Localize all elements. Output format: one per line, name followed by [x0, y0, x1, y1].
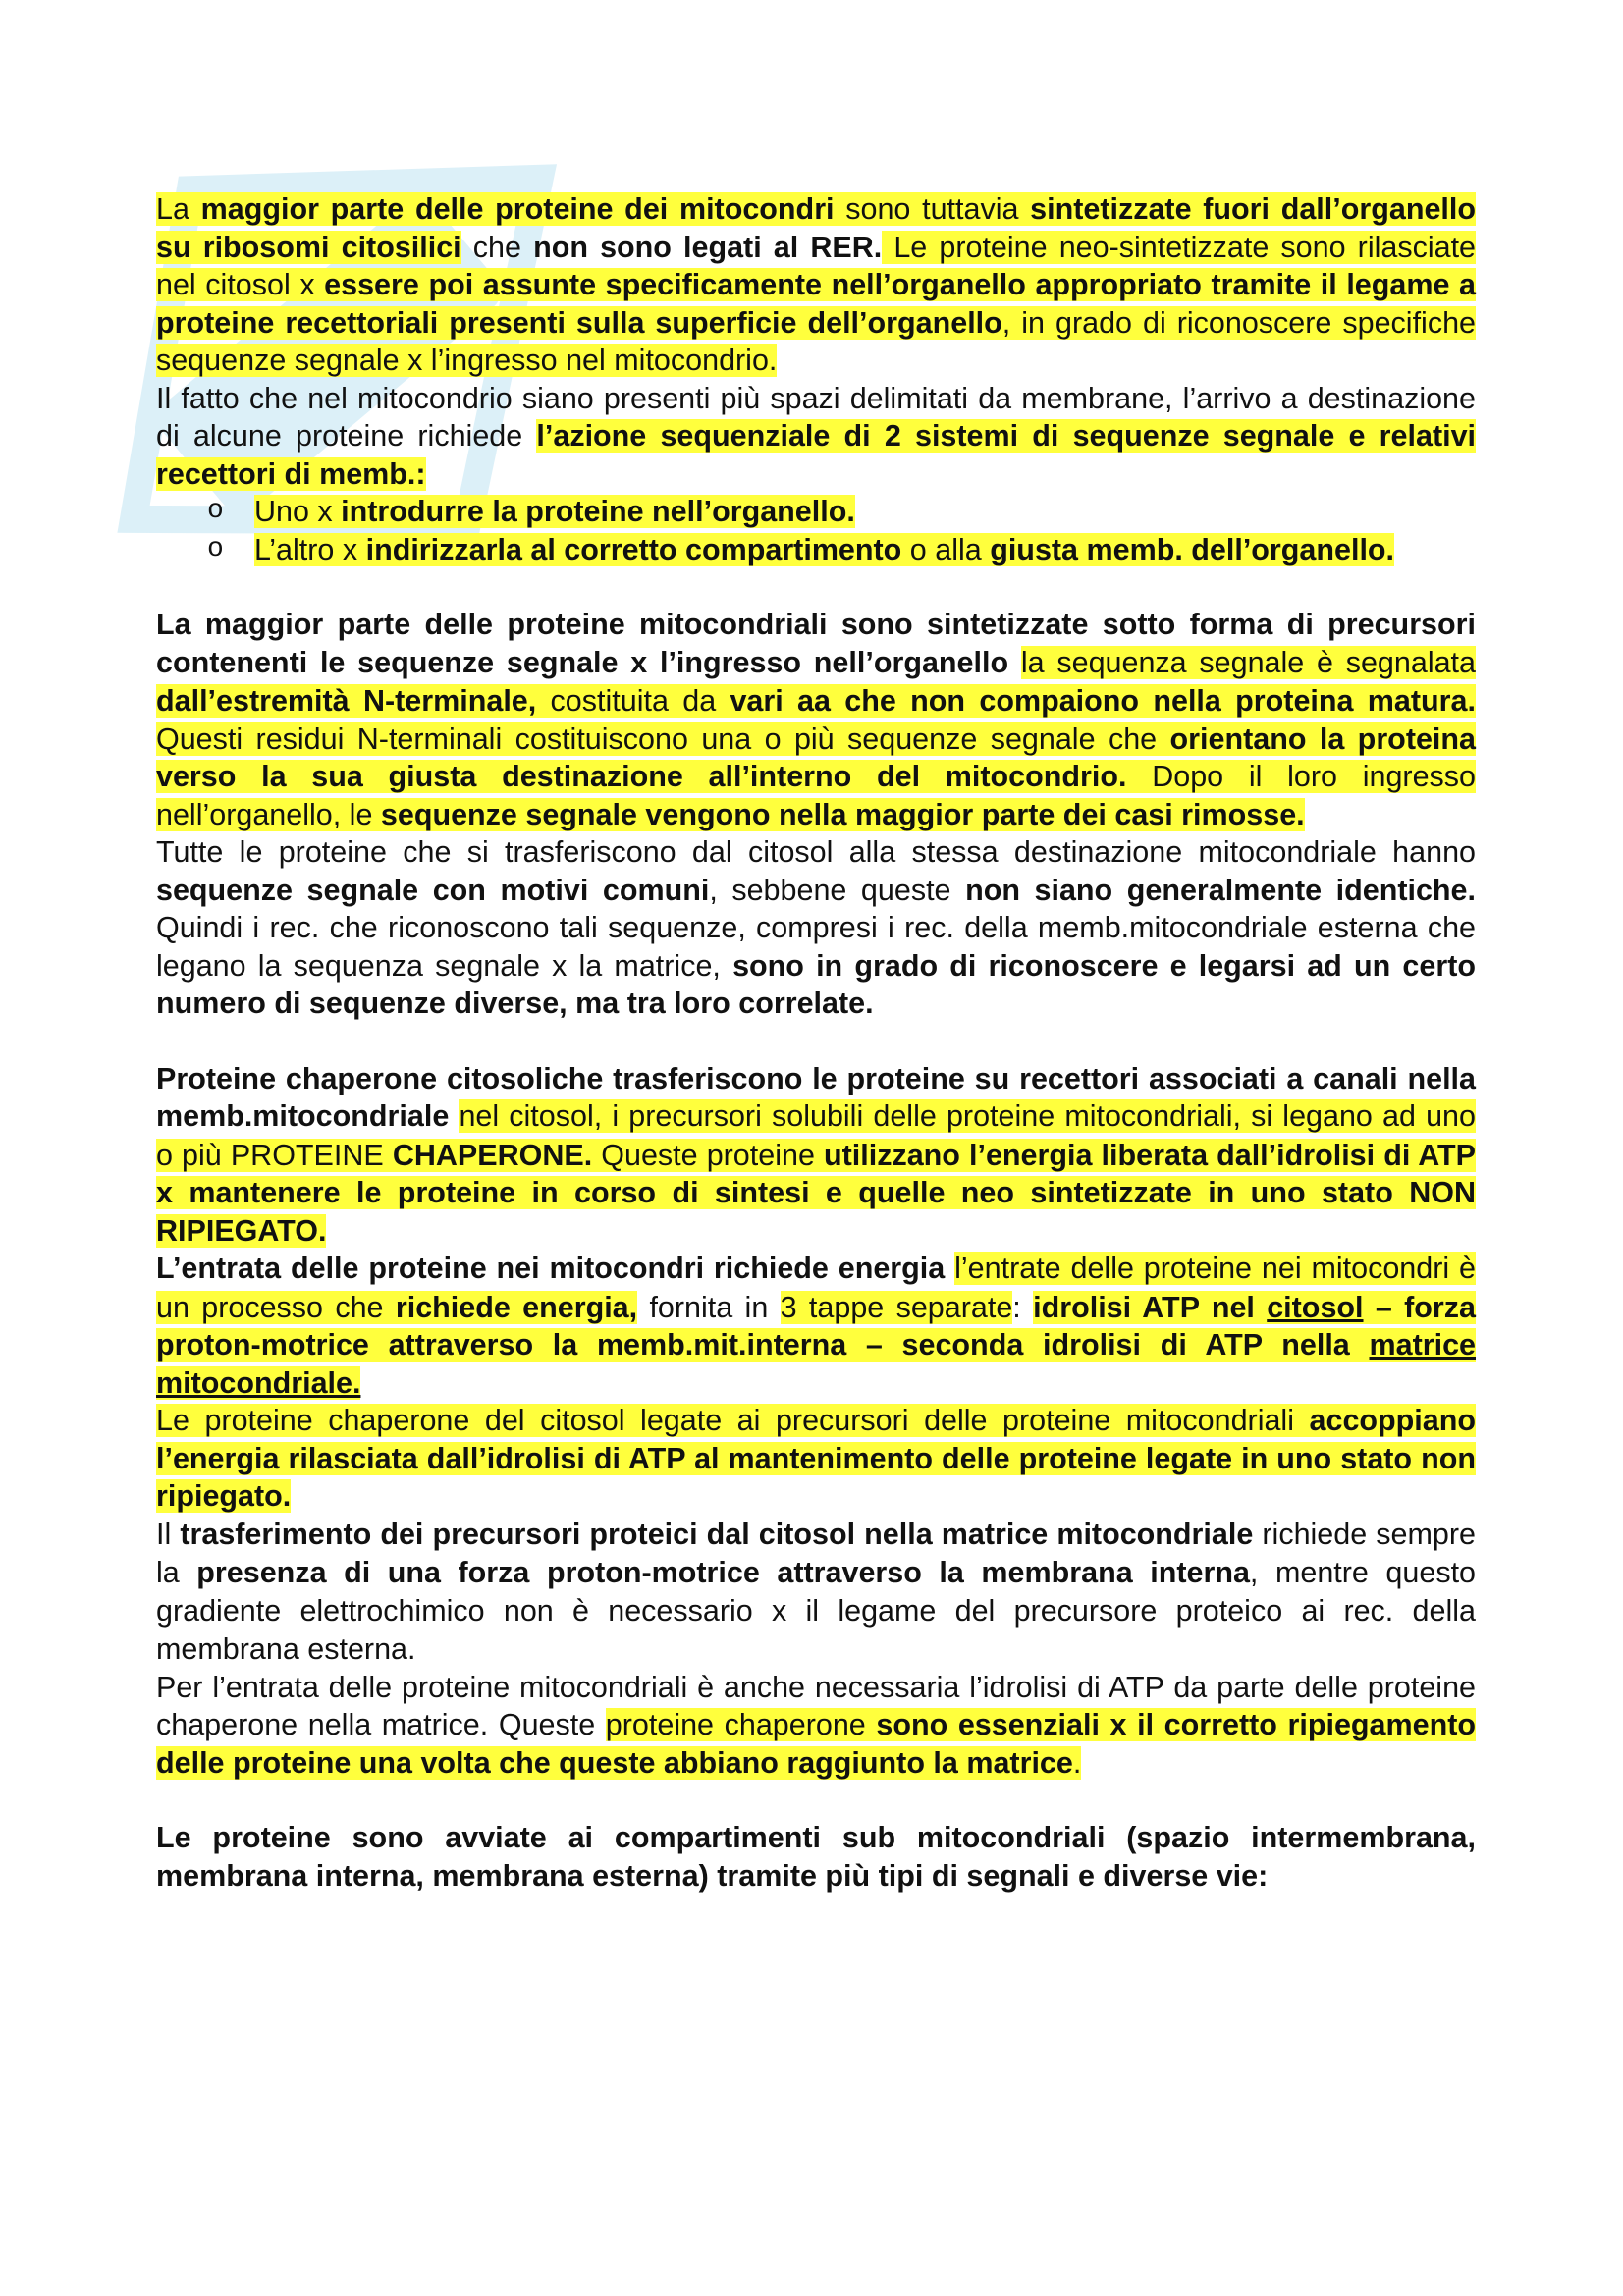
paragraph-membrane-spaces	[156, 380, 1476, 494]
text-run: CHAPERONE.	[392, 1138, 593, 1172]
text-run: richiede energia,	[395, 1290, 638, 1324]
text-run: Quindi i rec. che riconoscono tali sequenze, compresi i rec. della memb.mitocondriale esterna che legano la sequenza segnale x la matrice,	[156, 911, 1476, 983]
document-page	[156, 190, 1476, 1895]
text-run: l’azione sequenziale di 2 sistemi di sequenze segnale e relativi recettori di memb.:	[156, 419, 1477, 491]
paragraph-protein-synthesis	[156, 190, 1476, 380]
text-run: nel citosol, i precursori solubili delle proteine mitocondriali, si legano ad uno o più PROTEINE	[156, 1099, 1476, 1172]
text-run: Il	[156, 1517, 181, 1551]
text-run: maggior parte delle proteine dei mitocondri	[200, 192, 835, 226]
text-run: citosol	[1267, 1290, 1364, 1324]
text-run: Queste proteine	[592, 1138, 824, 1172]
text-run: ai rec. della membrana esterna.	[156, 1593, 1476, 1666]
text-run: Le proteine neo-sintetizzate sono rilasciate nel citosol x	[156, 230, 1477, 301]
paragraph-sub-compartments	[156, 1819, 1476, 1895]
text-run: Le proteine sono avviate ai compartimenti sub mitocondriali (spazio intermembrana, membrana interna, membrana esterna) tramite più tipi di segnali e diverse vie:	[156, 1821, 1476, 1893]
text-run: giusta memb. dell’organello.	[990, 532, 1395, 566]
text-run: sequenze segnale vengono nella maggior parte dei casi rimosse.	[380, 797, 1305, 831]
paragraph-transfer	[156, 1516, 1476, 1669]
paragraph-energy	[156, 1250, 1476, 1402]
text-run: 3 tappe separate	[780, 1290, 1013, 1324]
text-run: Dopo il loro ingresso nell’organello, le	[156, 760, 1476, 831]
text-run: .	[1072, 1745, 1082, 1780]
text-run: la sequenza segnale è segnalata	[1020, 645, 1476, 679]
text-run: , mentre questo gradiente elettrochimico non è necessario x il legame del precursore proteico	[156, 1556, 1477, 1628]
text-run: idrolisi ATP nel	[1033, 1290, 1268, 1324]
text-run: sono tuttavia	[834, 192, 1031, 226]
text-run: matrice mitocondriale.	[156, 1328, 1476, 1400]
text-run: Questi residui N-terminali costituiscono una o più sequenze segnale che	[156, 721, 1170, 756]
text-run: L’altro x	[254, 532, 366, 566]
text-run: La maggior parte delle proteine mitocondriali sono sintetizzate sotto forma di precursori contenenti le sequenze segnale x l’ingresso nell’organello	[156, 608, 1476, 679]
paragraph-gap	[156, 1023, 1476, 1060]
text-run: orientano la proteina verso la sua giusta destinazione all’interno del mitocondrio.	[156, 721, 1477, 793]
text-run: proteine chaperone	[605, 1708, 877, 1741]
text-run: accoppiano l’energia rilasciata dall’idrolisi di ATP al mantenimento delle proteine legate in uno stato non ripiegato.	[156, 1404, 1476, 1513]
text-run: Tutte le proteine che si trasferiscono dal citosol alla stessa destinazione mitocondriale hanno	[156, 835, 1476, 869]
paragraph-common-motifs	[156, 833, 1476, 1023]
text-run: Uno x	[254, 495, 342, 528]
text-run: dall’estremità N-terminale,	[156, 684, 537, 718]
text-run: sono in grado di riconoscere e legarsi ad un certo numero di sequenze diverse, ma tra loro correlate.	[156, 948, 1476, 1020]
text-run: L’entrata delle proteine nei mitocondri richiede energia	[156, 1252, 946, 1285]
text-run: l’entrate delle proteine nei mitocondri è un processo che	[156, 1252, 1476, 1324]
text-run: presenza di una forza proton-motrice attraverso la membrana interna	[196, 1556, 1250, 1589]
text-run: – forza proton-motrice attraverso la memb.mit.interna – seconda idrolisi di ATP nella	[156, 1290, 1477, 1362]
text-run: sintetizzate fuori dall’organello su ribosomi citosilici	[156, 192, 1476, 264]
paragraph-precursors	[156, 606, 1476, 833]
text-run: nella matrice mitocondriale	[864, 1517, 1254, 1551]
paragraph-coupling	[156, 1402, 1476, 1516]
text-run: non siano generalmente identiche.	[965, 873, 1476, 907]
bullet-list	[156, 493, 1476, 568]
paragraph-gap	[156, 1782, 1476, 1819]
text-run: essere poi assunte specificamente nell’organello appropriato tramite il legame a proteine recettoriali presenti sulla superficie dell’organello	[156, 268, 1476, 340]
text-run: utilizzano l’energia liberata dall’idrolisi di ATP x mantenere le proteine in corso di sintesi e quelle neo sintetizzate in uno stato NON RIPIEGATO.	[156, 1138, 1476, 1248]
text-run: Il fatto che nel mitocondrio siano presenti più spazi delimitati da membrane, l’arrivo a destinazione di alcune proteine richiede	[156, 381, 1476, 453]
text-run: o alla	[901, 532, 991, 566]
paragraph-matrix-chaperones	[156, 1669, 1476, 1783]
text-run: indirizzarla al corretto compartimento	[365, 532, 902, 566]
text-run: costituita da	[536, 684, 730, 718]
text-run: fornita in	[637, 1290, 781, 1324]
text-run: Le proteine chaperone del citosol legate ai precursori delle proteine mitocondriali	[156, 1404, 1310, 1437]
text-run: , in grado di riconoscere specifiche sequenze segnale x l’ingresso nel mitocondrio.	[156, 305, 1476, 377]
text-run: Proteine chaperone citosoliche trasferiscono le proteine su recettori associati a canali nella memb.mitocondriale	[156, 1061, 1476, 1133]
text-run: La	[156, 192, 201, 226]
list-item	[207, 531, 1476, 569]
text-run: introdurre la proteine nell’organello.	[341, 495, 855, 528]
text-run: richiede sempre la	[156, 1517, 1476, 1589]
list-item	[207, 493, 1476, 531]
paragraph-gap	[156, 568, 1476, 606]
text-run: , sebbene queste	[709, 873, 966, 907]
paragraph-chaperones	[156, 1060, 1476, 1251]
text-run: sono essenziali x il corretto ripiegamento delle proteine una volta che queste abbiano raggiunto la matrice	[156, 1708, 1476, 1780]
text-run: trasferimento dei precursori proteici dal citosol	[180, 1517, 856, 1551]
text-run: che	[460, 230, 534, 264]
text-run: sequenze segnale con motivi comuni	[156, 873, 710, 907]
text-run: Per l’entrata delle proteine mitocondriali è anche necessaria l’idrolisi di ATP da parte delle proteine chaperone nella matrice. Queste	[156, 1670, 1476, 1741]
text-run: vari aa che non compaiono nella proteina matura.	[730, 684, 1476, 718]
text-run: non sono legati al RER.	[533, 230, 883, 264]
text-run: :	[1012, 1290, 1034, 1324]
